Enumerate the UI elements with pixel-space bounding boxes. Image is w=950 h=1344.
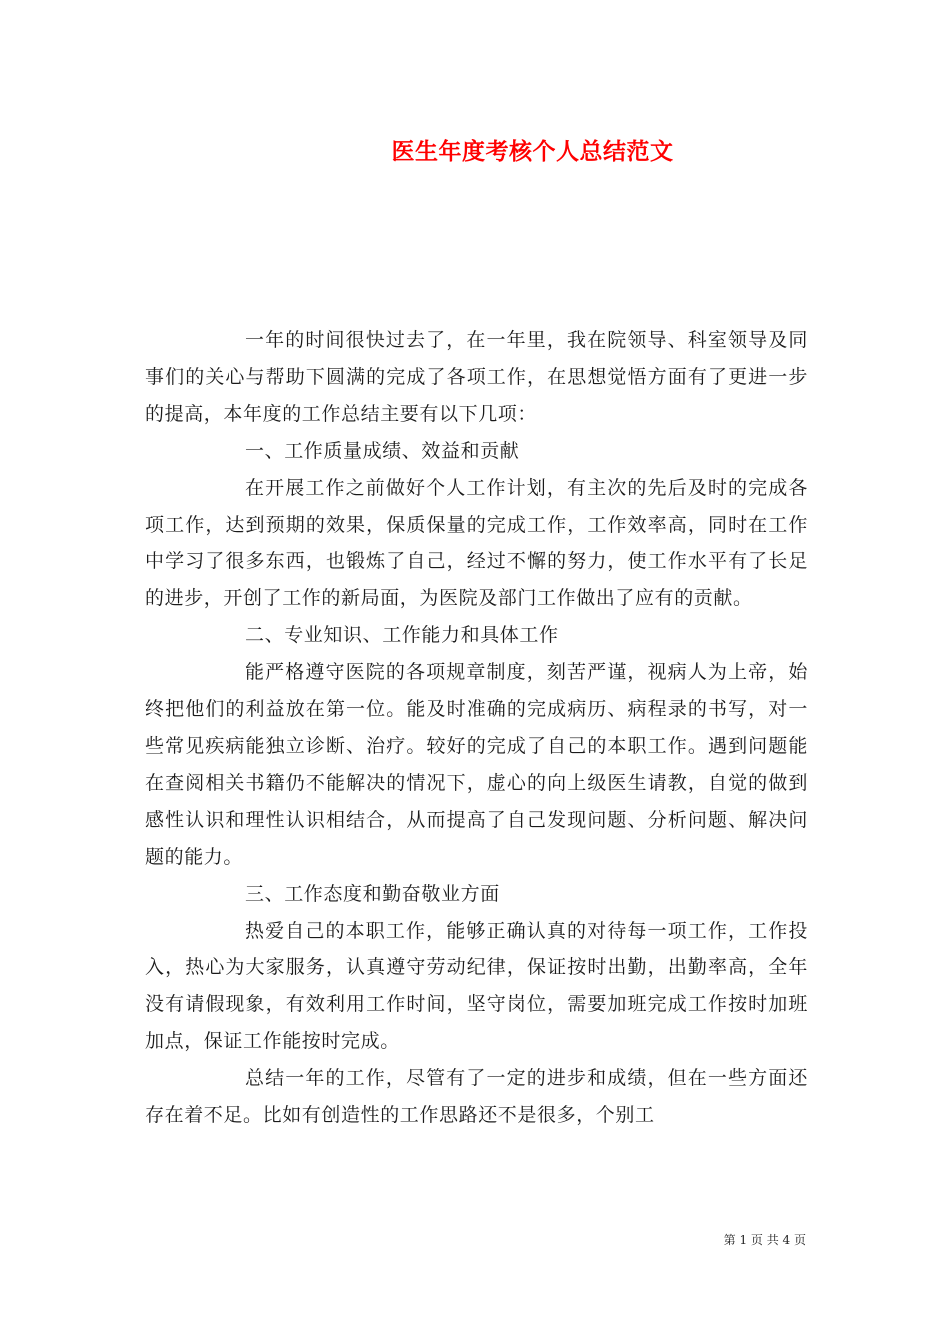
section-heading-1: 一、工作质量成绩、效益和贡献 — [245, 439, 520, 462]
paragraph-section-2: 能严格遵守医院的各项规章制度，刻苦严谨，视病人为上帝，始终把他们的利益放在第一位。能及时准确的完成病历、病程录的书写，对一些常见疾病能独立诊断、治疗。较好的完成了自己的本职工作。遇到问题能在查阅相关书籍仍不能解决的情况下，虚心的向上级医生请教，自觉的做到感性认识和理性认识相结合，从而提高了自己发现问题、分析问题、解决问题的能力。 — [145, 661, 808, 868]
document-title: 医生年度考核个人总结范文 — [391, 138, 674, 165]
section-heading-3: 三、工作态度和勤奋敬业方面 — [245, 882, 500, 905]
paragraph-section-1: 在开展工作之前做好个人工作计划，有主次的先后及时的完成各项工作，达到预期的效果，保质保量的完成工作，工作效率高，同时在工作中学习了很多东西，也锻炼了自己，经过不懈的努力，使工作水平有了长足的进步，开创了工作的新局面，为医院及部门工作做出了应有的贡献。 — [145, 476, 808, 610]
section-heading-2: 二、专业知识、工作能力和具体工作 — [245, 624, 559, 647]
document-body — [145, 322, 808, 1134]
paragraph-conclusion: 总结一年的工作，尽管有了一定的进步和成绩，但在一些方面还存在着不足。比如有创造性的工作思路还不是很多，个别工 — [145, 1067, 808, 1127]
paragraph-section-3: 热爱自己的本职工作，能够正确认真的对待每一项工作，工作投入，热心为大家服务，认真遵守劳动纪律，保证按时出勤，出勤率高，全年没有请假现象，有效利用工作时间，坚守岗位，需要加班完成工作按时加班加点，保证工作能按时完成。 — [145, 919, 808, 1053]
page-number-footer: 第 1 页 共 4 页 — [723, 1233, 806, 1247]
paragraph-intro: 一年的时间很快过去了，在一年里，我在院领导、科室领导及同事们的关心与帮助下圆满的完成了各项工作，在思想觉悟方面有了更进一步的提高，本年度的工作总结主要有以下几项： — [145, 329, 808, 425]
